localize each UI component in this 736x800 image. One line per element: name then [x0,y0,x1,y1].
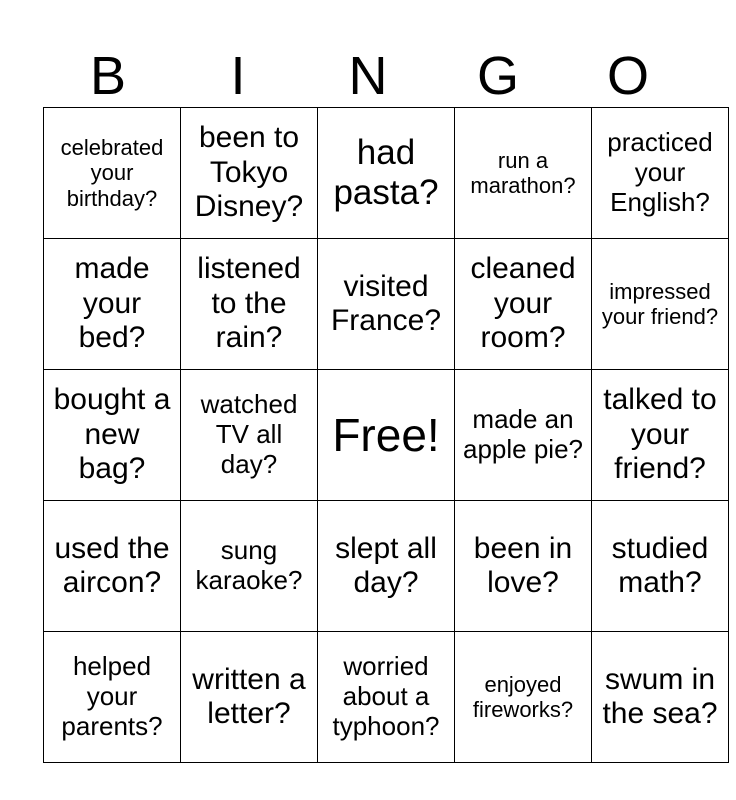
bingo-cell[interactable]: been in love? [455,501,592,632]
bingo-cell[interactable]: talked to your friend? [592,370,729,501]
bingo-header [43,44,693,108]
bingo-cell[interactable]: slept all day? [318,501,455,632]
bingo-cell[interactable]: bought a new bag? [44,370,181,501]
bingo-cell[interactable]: worried about a typhoon? [318,632,455,763]
bingo-cell[interactable]: made an apple pie? [455,370,592,501]
bingo-cell[interactable]: cleaned your room? [455,239,592,370]
bingo-cell[interactable]: celebrated your birthday? [44,108,181,239]
header-letter-i: I [230,46,246,106]
board-row [44,239,729,370]
bingo-cell[interactable]: had pasta? [318,108,455,239]
board-row [44,632,729,763]
bingo-cell[interactable]: studied math? [592,501,729,632]
bingo-cell[interactable]: visited France? [318,239,455,370]
bingo-board [43,107,729,763]
bingo-cell[interactable]: watched TV all day? [181,370,318,501]
bingo-cell[interactable]: listened to the rain? [181,239,318,370]
bingo-cell[interactable]: made your bed? [44,239,181,370]
board-row [44,370,729,501]
bingo-cell[interactable]: helped your parents? [44,632,181,763]
bingo-cell[interactable]: enjoyed fireworks? [455,632,592,763]
header-letter-o: O [606,46,649,106]
bingo-cell[interactable]: sung karaoke? [181,501,318,632]
bingo-cell[interactable]: swum in the sea? [592,632,729,763]
header-letter-g: G [476,46,519,106]
board-row [44,501,729,632]
header-letter-b: B [89,46,127,106]
bingo-cell[interactable]: written a letter? [181,632,318,763]
board-row [44,108,729,239]
header-letter-n: N [348,46,388,106]
bingo-cell[interactable]: impressed your friend? [592,239,729,370]
bingo-cell[interactable]: been to Tokyo Disney? [181,108,318,239]
bingo-cell[interactable]: practiced your English? [592,108,729,239]
bingo-cell[interactable]: used the aircon? [44,501,181,632]
bingo-cell[interactable]: run a marathon? [455,108,592,239]
free-space-cell[interactable]: Free! [318,370,455,501]
